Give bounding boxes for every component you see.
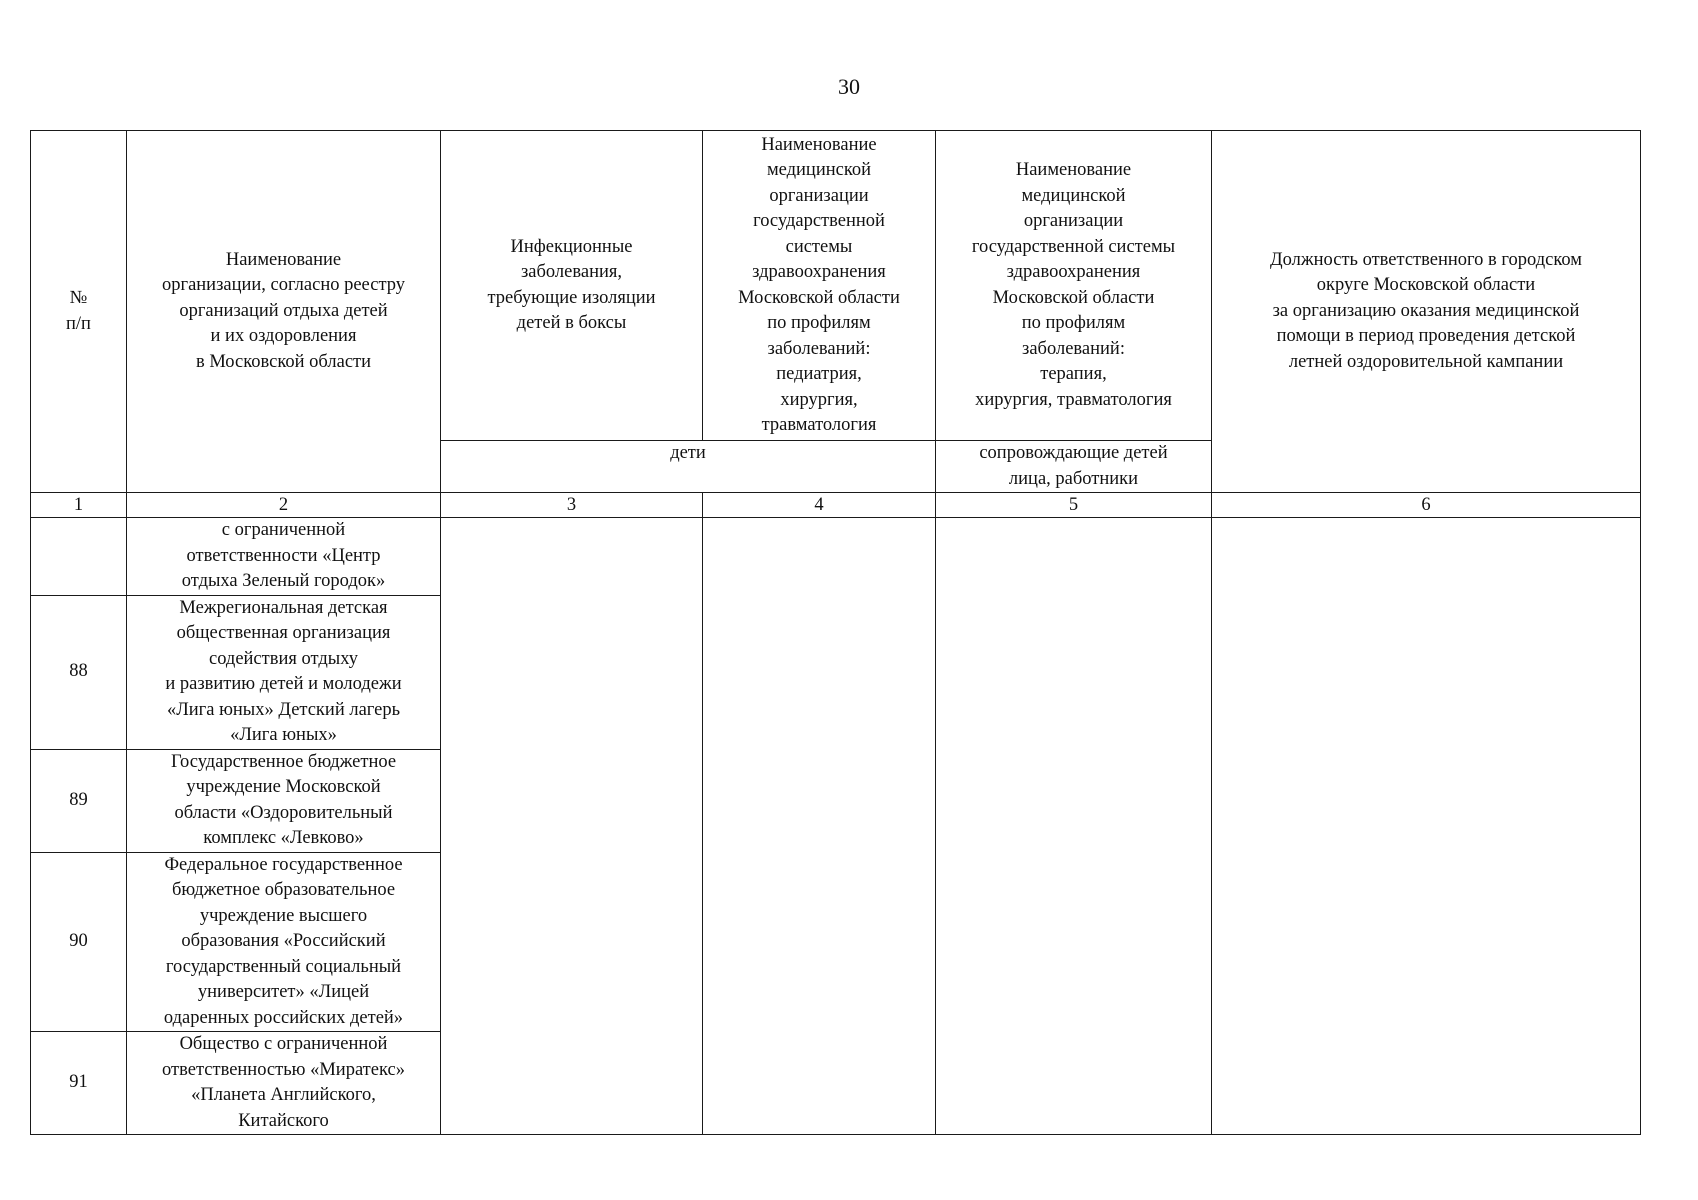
column-numbers-row (31, 493, 1641, 518)
column-number: 3 (441, 493, 703, 518)
column-number: 6 (1212, 493, 1641, 518)
header-responsible: Должность ответственного в городском округе Московской области за организацию оказания медицинской помощи в период проведения детской летней оздоровительной кампании (1212, 131, 1641, 493)
column-number: 1 (31, 493, 127, 518)
column-number: 2 (127, 493, 441, 518)
responsible-cell (1212, 518, 1641, 1135)
med-org-adults-cell (936, 518, 1212, 1135)
infections-cell (441, 518, 703, 1135)
subheader-adults: сопровождающие детей лица, работники (936, 441, 1212, 493)
header-infections: Инфекционные заболевания, требующие изоляции детей в боксы (441, 131, 703, 441)
organization-name: Общество с ограниченной ответственностью «Миратекс» «Планета Английского, Китайского (127, 1032, 441, 1135)
header-org-name: Наименование организации, согласно реестру организаций отдыха детей и их оздоровления в Московской области (127, 131, 441, 493)
subheader-children: дети (441, 441, 936, 493)
row-number (31, 518, 127, 596)
page-number: 30 (838, 74, 860, 99)
organization-name: Федеральное государственное бюджетное образовательное учреждение высшего образования «Российский государственный социальный университет» «Лицей одаренных российских детей» (127, 852, 441, 1032)
header-row (31, 131, 1641, 441)
header-num: № п/п (31, 131, 127, 493)
organization-name: Межрегиональная детская общественная организация содействия отдыху и развитию детей и молодежи «Лига юных» Детский лагерь «Лига юных» (127, 595, 441, 749)
row-number: 90 (31, 852, 127, 1032)
row-number: 91 (31, 1032, 127, 1135)
organization-name: Государственное бюджетное учреждение Московской области «Оздоровительный комплекс «Левково» (127, 749, 441, 852)
column-number: 5 (936, 493, 1212, 518)
med-org-children-cell (703, 518, 936, 1135)
header-med-org-adults: Наименование медицинской организации государственной системы здравоохранения Московской области по профилям заболеваний: терапия, хирургия, травматология (936, 131, 1212, 441)
column-number: 4 (703, 493, 936, 518)
organization-name: с ограниченной ответственности «Центр отдыха Зеленый городок» (127, 518, 441, 596)
header-med-org-children: Наименование медицинской организации государственной системы здравоохранения Московской области по профилям заболеваний: педиатрия, хирургия, травматология (703, 131, 936, 441)
table-row (31, 518, 1641, 596)
row-number: 89 (31, 749, 127, 852)
medical-organizations-table (30, 130, 1641, 1135)
row-number: 88 (31, 595, 127, 749)
